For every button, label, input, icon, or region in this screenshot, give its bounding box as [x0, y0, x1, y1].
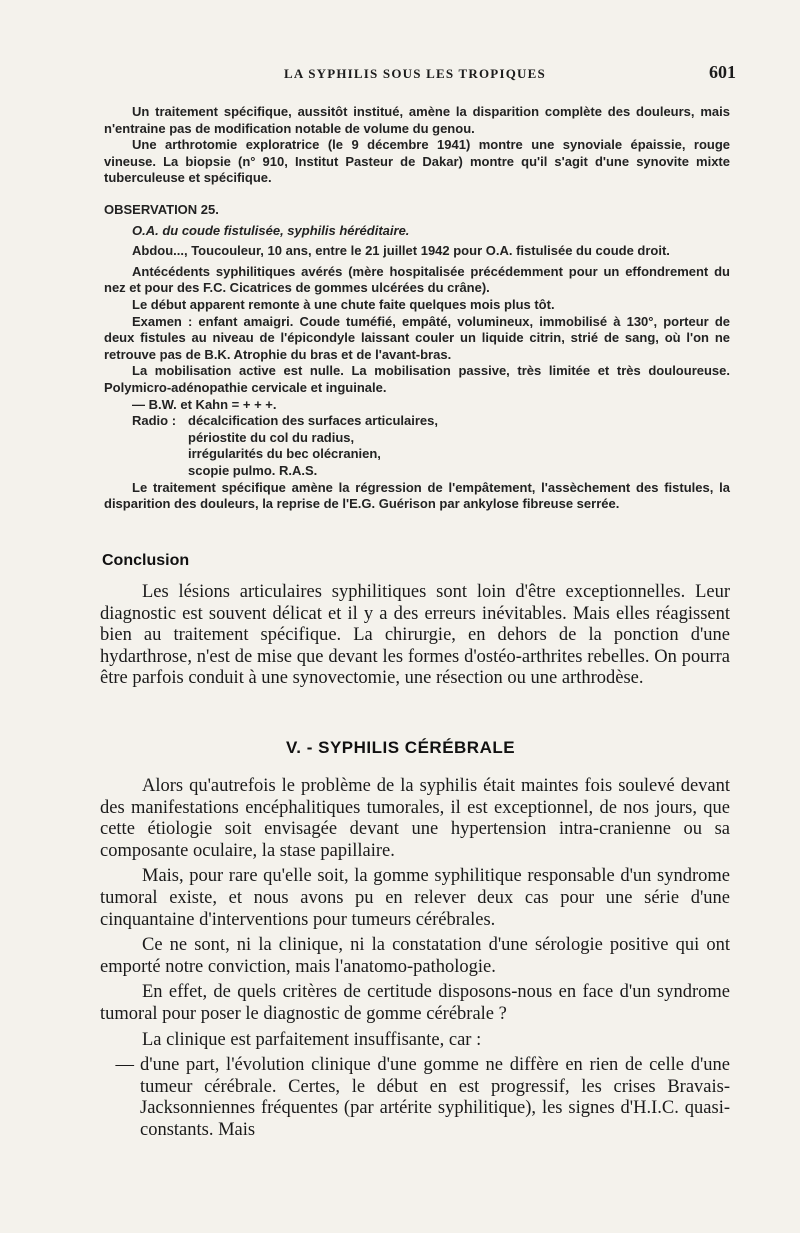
intro-paragraph: Un traitement spécifique, aussitôt institué, amène la disparition complète des douleurs, mais n'entraine pas de modification notable de volume du genou.: [104, 104, 730, 136]
observation-block: [104, 202, 730, 513]
observation-paragraph: La mobilisation active est nulle. La mobilisation passive, très limitée et très douloureuse. Polymicro-adénopathie cervicale et inguinale.: [104, 363, 730, 395]
chapter-paragraph: Ce ne sont, ni la clinique, ni la constatation d'une sérologie positive qui ont emporté notre conviction, mais l'anatomo-pathologie.: [100, 935, 730, 977]
observation-paragraph: Antécédents syphilitiques avérés (mère hospitalisée précédemment pour un effondrement du nez et pour des F.C. Cicatrices de gommes ulcérées du crâne).: [104, 263, 730, 296]
chapter-paragraph: La clinique est parfaitement insuffisante, car :: [142, 1029, 482, 1050]
chapter-paragraph: Mais, pour rare qu'elle soit, la gomme syphilitique responsable d'un syndrome tumoral existe, et nous avons pu en relever deux cas pour une série d'une cinquantaine d'interventions pour tumeurs cérébrales.: [100, 866, 730, 930]
observation-paragraph: Le traitement spécifique amène la régression de l'empâtement, l'assèchement des fistules, la disparition des douleurs, la reprise de l'E.G. Guérison par ankylose fibreuse serrée.: [104, 479, 730, 512]
radio-item: irrégularités du bec olécranien,: [188, 446, 381, 462]
radio-findings: [104, 413, 730, 479]
chapter-body: [100, 776, 730, 1142]
dash-list-item: [100, 1055, 730, 1141]
conclusion-body: [100, 582, 730, 694]
dash-marker: —: [115, 1055, 134, 1076]
chapter-paragraph: En effet, de quels critères de certitude disposons-nous en face d'un syndrome tumoral pour poser le diagnostic de gomme cérébrale ?: [100, 982, 730, 1024]
observation-title: OBSERVATION 25.: [104, 202, 219, 217]
radio-item: périostite du col du radius,: [188, 429, 355, 445]
conclusion-paragraph: Les lésions articulaires syphilitiques sont loin d'être exceptionnelles. Leur diagnostic est souvent délicat et il y a des erreurs inévitables. Mais elles réagissent bien au traitement spécifique. La chirurgie, en dehors de la ponction d'une hydarthrose, n'est de mise que devant les formes d'ostéo-arthrites rebelles. On pourra être parfois conduit à une synovectomie, une résection ou une arthrodèse.: [100, 582, 730, 689]
case-intro: [104, 104, 730, 187]
radio-list: [188, 413, 438, 479]
serology-line: — B.W. et Kahn = + + +.: [132, 396, 277, 412]
observation-subtitle: O.A. du coude fistulisée, syphilis héréditaire.: [132, 222, 410, 238]
radio-label: Radio :: [132, 413, 177, 429]
chapter-paragraph: Alors qu'autrefois le problème de la syphilis était maintes fois soulevé devant des manifestations encéphalitiques tumorales, il est exceptionnel, de nos jours, que cette étiologie soit envisagée devant une hypertension intra-cranienne ou sa composante oculaire, la stase papillaire.: [100, 776, 730, 861]
chapter-heading: V. - SYPHILIS CÉRÉBRALE: [286, 738, 516, 757]
page-header: [100, 62, 740, 90]
conclusion-heading: Conclusion: [102, 552, 190, 569]
intro-paragraph: Une arthrotomie exploratrice (le 9 décembre 1941) montre une synoviale épaissie, rouge vineuse. La biopsie (n° 910, Institut Pasteur de Dakar) montre qu'il s'agit d'une synovite mixte tuberculeuse et spécifique.: [104, 137, 730, 186]
observation-paragraph: Le début apparent remonte à une chute faite quelques mois plus tôt.: [132, 296, 555, 312]
radio-item: décalcification des surfaces articulaires,: [188, 413, 439, 429]
observation-paragraph: Abdou..., Toucouleur, 10 ans, entre le 21 juillet 1942 pour O.A. fistulisée du coude droit.: [132, 243, 670, 259]
page-number: 601: [709, 62, 736, 82]
dash-item-text: d'une part, l'évolution clinique d'une gomme ne diffère en rien de celle d'une tumeur cérébrale. Certes, le début en est progressif, les crises Bravais-Jacksonniennes fréquentes (par artérite syphilitique), les signes d'H.I.C. quasi-constants. Mais: [140, 1055, 730, 1140]
radio-item: scopie pulmo. R.A.S.: [188, 462, 318, 478]
running-title: LA SYPHILIS SOUS LES TROPIQUES: [284, 66, 546, 81]
observation-paragraph: Examen : enfant amaigri. Coude tuméfié, empâté, volumineux, immobilisé à 130°, porteur de deux fistules au niveau de l'épicondyle laissant couler un liquide citrin, strié de sang, où l'on ne retrouve pas de B.K. Atrophie du bras et de l'avant-bras.: [104, 313, 730, 362]
